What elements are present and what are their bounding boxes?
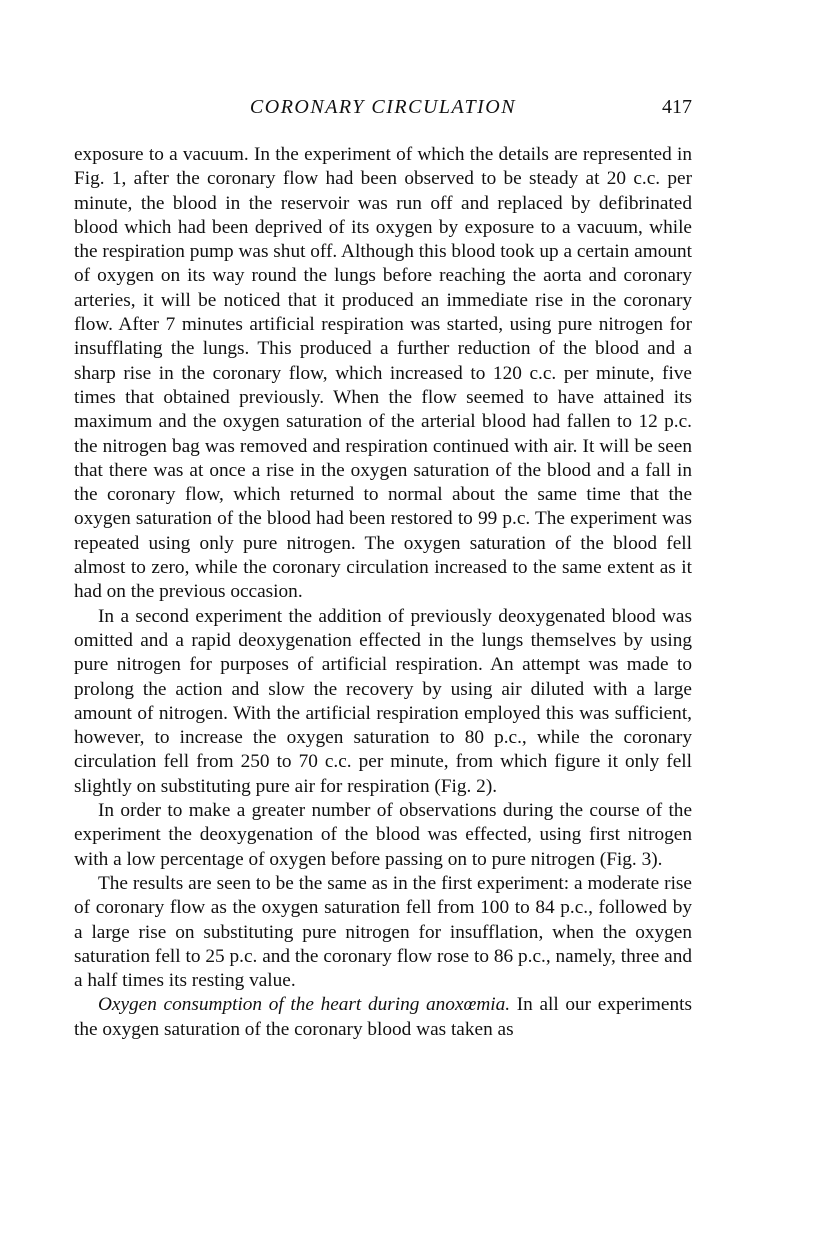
paragraph-4-text: The results are seen to be the same as in the first experiment: a moderate rise of coronary flow as the oxygen saturation fell from 100 to 84 p.c., followed by a large rise on substituting pure nitrogen for insufflation, when the oxygen saturation fell to 25 p.c. and the coronary flow rose to 86 p.c., namely, three and a half times its resting value. (74, 872, 692, 992)
paragraph-2 (74, 605, 692, 799)
paragraph-3-text: In order to make a greater number of observations during the course of the experiment the deoxygenation of the blood was effected, using first nitrogen with a low percentage of oxygen before passing on to pure nitrogen (Fig. 3). (74, 800, 692, 870)
paragraph-5-text: In all our experiments the oxygen saturation of the coronary blood was taken as (74, 994, 692, 1040)
running-title: CORONARY CIRCULATION (249, 96, 517, 118)
page-number: 417 (662, 96, 692, 118)
paragraph-1-text: exposure to a vacuum. In the experiment of which the details are represented in Fig. 1, after the coronary flow had been observed to be steady at 20 c.c. per minute, the blood in the reservoir was run off and replaced by defibrinated blood which had been deprived of its oxygen by exposure to a vacuum, while the respiration pump was shut off. Although this blood took up a certain amount of oxygen on its way round the lungs before reaching the aorta and coronary arteries, it will be noticed that it produced an immediate rise in the coronary flow. After 7 minutes artificial respiration was started, using pure nitrogen for insufflating the lungs. This produced a further reduction of the blood and a sharp rise in the coronary flow, which increased to 120 c.c. per minute, five times that obtained previously. When the flow seemed to have attained its maximum and the oxygen saturation of the arterial blood had fallen to 12 p.c. the nitrogen bag was removed and respiration continued with air. It will be seen that there was at once a rise in the oxygen saturation of the blood and a fall in the coronary flow, which returned to normal about the same time that the oxygen saturation of the blood had been restored to 99 p.c. The experiment was repeated using only pure nitrogen. The oxygen saturation of the blood fell almost to zero, while the coronary circulation increased to the same extent as it had on the previous occasion. (74, 144, 692, 603)
paragraph-1 (74, 143, 692, 605)
paragraph-3 (74, 799, 692, 872)
running-head (74, 96, 692, 130)
paragraph-4 (74, 872, 692, 993)
body-text (74, 143, 692, 1042)
page (74, 96, 692, 1042)
paragraph-5 (74, 993, 692, 1042)
section-run-in-heading: Oxygen consumption of the heart during anoxœmia. (98, 994, 511, 1016)
paragraph-2-text: In a second experiment the addition of previously deoxygenated blood was omitted and a rapid deoxygenation effected in the lungs themselves by using pure nitrogen for purposes of artificial respiration. An attempt was made to prolong the action and slow the recovery by using air diluted with a large amount of nitrogen. With the artificial respiration employed this was sufficient, however, to increase the oxygen saturation to 80 p.c., while the coronary circulation fell from 250 to 70 c.c. per minute, from which figure it only fell slightly on substituting pure air for respiration (Fig. 2). (74, 605, 692, 797)
